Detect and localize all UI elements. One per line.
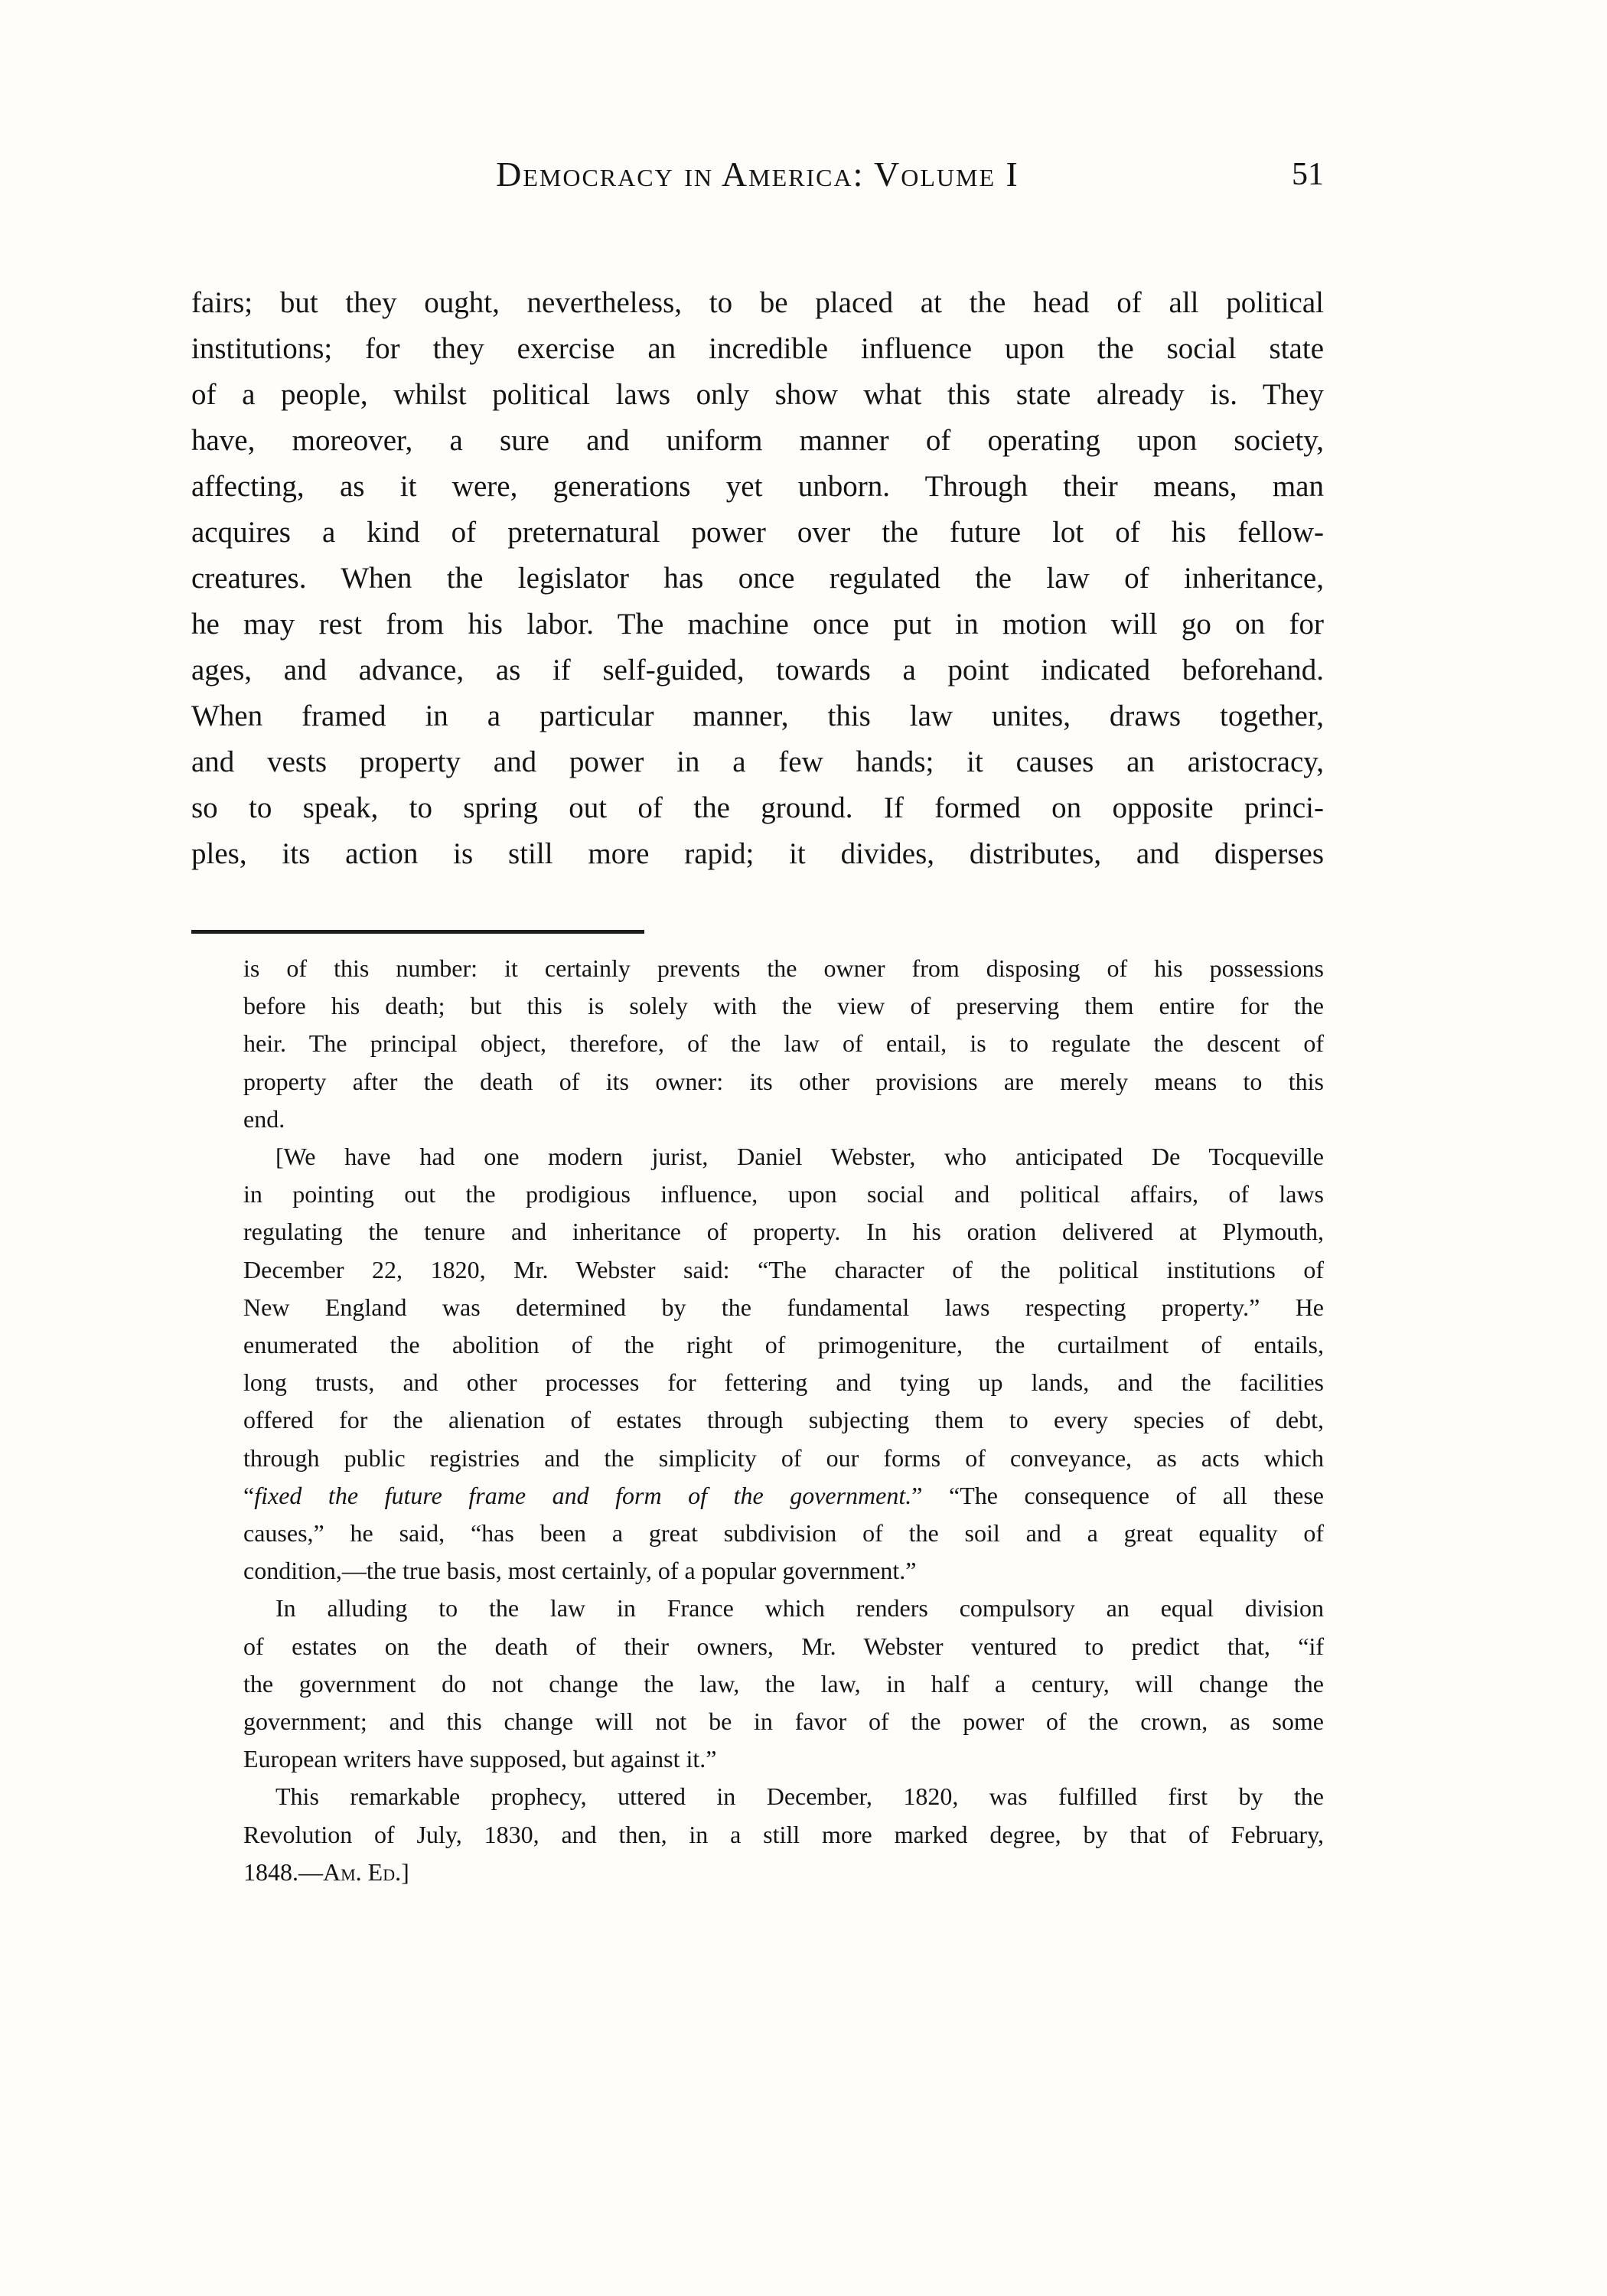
footnote-line [243,1816,1324,1854]
text-segment: offered for the alienation of estates through subjecting them to every species of debt, [243,1406,1324,1434]
text-segment: European writers have supposed, but against it.” [243,1745,717,1773]
small-caps-text: Am. Ed. [323,1857,402,1886]
text-segment: property after the death of its owner: its other provisions are merely means to this [243,1067,1324,1095]
text-segment: through public registries and the simplicity of our forms of conveyance, as acts which [243,1443,1324,1472]
body-line [191,693,1324,739]
body-line [191,647,1324,693]
text-segment: [We have had one modern jurist, Daniel Webster, who anticipated De Tocqueville [275,1143,1324,1171]
text-segment: ages, and advance, as if self-guided, towards a point indicated beforehand. [191,654,1324,687]
footnote-line [243,1176,1324,1213]
footnote-line [243,1364,1324,1401]
footnote-line [243,1703,1324,1740]
footnote-line [243,1138,1324,1176]
footnote-line [243,1063,1324,1101]
footnote-line [243,1854,1324,1891]
text-segment: condition,—the true basis, most certainly, of a popular government.” [243,1557,917,1585]
footnote-paragraph [243,950,1324,1138]
footnote-line [243,1590,1324,1627]
text-segment: creatures. When the legislator has once regulated the law of inheritance, [191,562,1324,595]
text-segment: New England was determined by the fundamental laws respecting property.” He [243,1293,1324,1321]
footnote-paragraph [243,1778,1324,1891]
body-line [191,372,1324,418]
footnote-line [243,1552,1324,1590]
text-segment: ” “The consequence of all these [911,1481,1325,1509]
body-line [191,602,1324,647]
body-line [191,464,1324,510]
body-line [191,418,1324,464]
footnote-line [243,1665,1324,1703]
footnote-line [243,1401,1324,1439]
body-line [191,831,1324,877]
text-segment: long trusts, and other processes for fettering and tying up lands, and the facilities [243,1368,1324,1397]
text-segment: In alluding to the law in France which renders compulsory an equal division [275,1594,1324,1623]
body-line [191,785,1324,831]
body-line [191,739,1324,785]
text-segment: When framed in a particular manner, this law unites, draws together, [191,700,1324,732]
text-segment: 1848.— [243,1857,323,1886]
footnote-block [243,950,1324,1891]
text-segment: causes,” he said, “has been a great subdivision of the soil and a great equality of [243,1519,1324,1548]
running-head [191,150,1324,199]
footnote-paragraph [243,1590,1324,1778]
footnote-line [243,1515,1324,1552]
text-segment: fairs; but they ought, nevertheless, to be placed at the head of all political [191,286,1324,319]
text-segment: “ [243,1481,255,1509]
text-segment: of a people, whilst political laws only show what this state already is. They [191,378,1324,411]
footnote-rule [191,930,644,934]
footnote-line [243,1778,1324,1815]
footnote-line [243,1326,1324,1364]
footnote-line [243,1740,1324,1778]
text-segment: enumerated the abolition of the right of primogeniture, the curtailment of entails, [243,1331,1324,1359]
footnote-line [243,1101,1324,1138]
text-segment: December 22, 1820, Mr. Webster said: “The character of the political institutions of [243,1255,1324,1283]
text-segment: ] [401,1857,409,1886]
text-segment: the government do not change the law, the law, in half a century, will change the [243,1669,1324,1698]
text-segment: government; and this change will not be in favor of the power of the crown, as some [243,1707,1324,1736]
footnote-line [243,1025,1324,1062]
text-segment: he may rest from his labor. The machine once put in motion will go on for [191,608,1324,641]
footnote-line [243,987,1324,1025]
text-segment: in pointing out the prodigious influence, upon social and political affairs, of laws [243,1180,1324,1208]
text-segment: of estates on the death of their owners, Mr. Webster ventured to predict that, “if [243,1632,1324,1660]
body-line [191,280,1324,326]
text-segment: have, moreover, a sure and uniform manner of operating upon society, [191,424,1324,457]
text-segment: ples, its action is still more rapid; it divides, distributes, and disperses [191,837,1324,870]
page-number: 51 [1292,157,1324,192]
text-segment: heir. The principal object, therefore, of the law of entail, is to regulate the descent of [243,1029,1324,1058]
body-line [191,326,1324,372]
text-segment: is of this number: it certainly prevents the owner from disposing of his possessions [243,954,1324,982]
text-segment: acquires a kind of preternatural power over the future lot of his fellow- [191,516,1324,549]
text-segment: and vests property and power in a few hands; it causes an aristocracy, [191,745,1324,778]
text-segment: institutions; for they exercise an incredible influence upon the social state [191,332,1324,365]
running-head-title: Democracy in America: Volume I [496,155,1019,194]
text-segment: Revolution of July, 1830, and then, in a still more marked degree, by that of February, [243,1820,1324,1848]
footnote-line [243,1289,1324,1326]
footnote-line [243,1251,1324,1289]
footnote-line [243,950,1324,987]
footnote-line [243,1628,1324,1665]
italic-text: fixed the future frame and form of the government. [254,1481,912,1509]
footnote-line [243,1477,1324,1515]
text-segment: end. [243,1104,285,1133]
text-segment: affecting, as it were, generations yet unborn. Through their means, man [191,470,1324,503]
text-segment: regulating the tenure and inheritance of property. In his oration delivered at Plymouth, [243,1218,1324,1246]
footnote-line [243,1440,1324,1477]
text-segment: This remarkable prophecy, uttered in December, 1820, was fulfilled first by the [275,1782,1324,1811]
body-line [191,556,1324,602]
body-text [191,280,1324,877]
text-segment: before his death; but this is solely with the view of preserving them entire for the [243,992,1324,1020]
footnote-paragraph [243,1138,1324,1590]
body-line [191,510,1324,556]
footnote-line [243,1213,1324,1251]
text-segment: so to speak, to spring out of the ground. If formed on opposite princi- [191,791,1324,824]
